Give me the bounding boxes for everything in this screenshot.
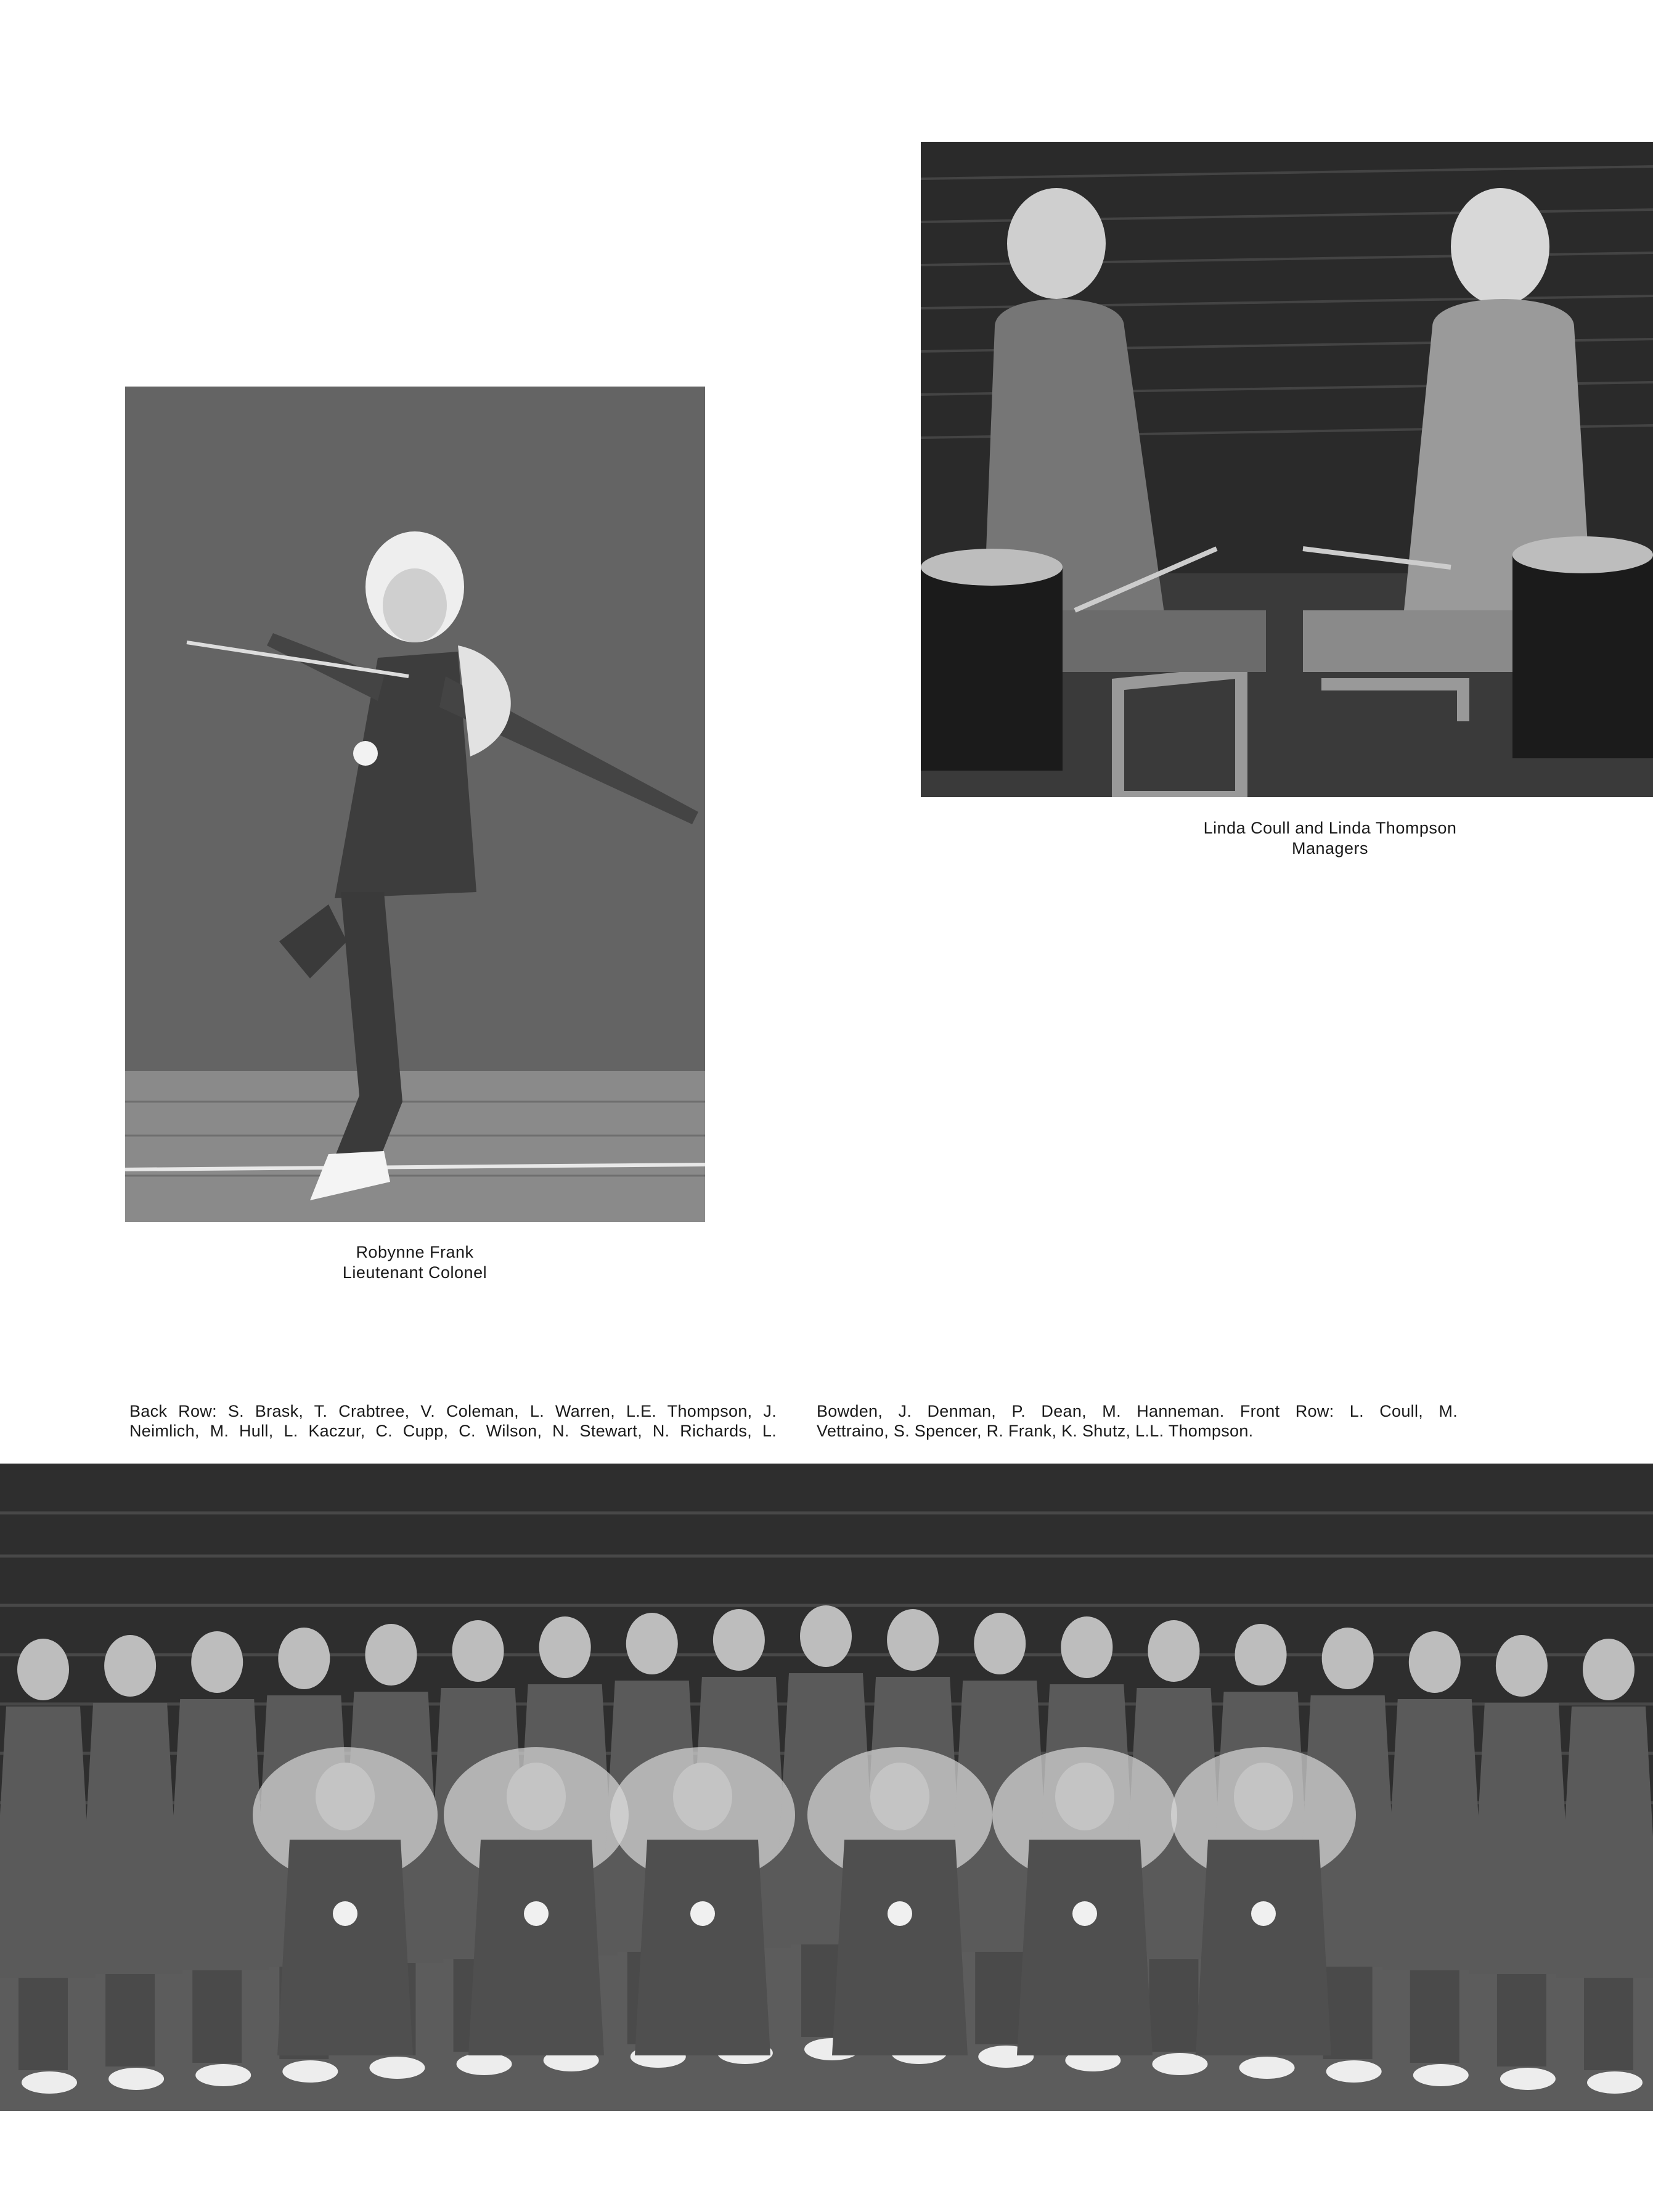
- roster-line: Back Row: S. Brask, T. Crabtree, V. Coleman, L. Warren, L.E. Thompson, J.: [129, 1402, 777, 1420]
- twirler-name: Robynne Frank: [356, 1243, 474, 1261]
- group-roster-left: [129, 1401, 777, 1441]
- managers-caption: [1090, 818, 1570, 859]
- roster-line: Bowden, J. Denman, P. Dean, M. Hanneman. Front Row: L. Coull, M.: [817, 1402, 1458, 1420]
- managers-title: Managers: [1291, 839, 1369, 858]
- managers-photo: [921, 142, 1653, 797]
- group-photo: [0, 1464, 1653, 2111]
- twirler-caption: [230, 1242, 600, 1283]
- twirler-title: Lieutenant Colonel: [342, 1263, 488, 1282]
- group-roster-right: [817, 1401, 1458, 1441]
- roster-line: Neimlich, M. Hull, L. Kaczur, C. Cupp, C. Wilson, N. Stewart, N. Richards, L.: [129, 1422, 777, 1440]
- twirler-photo: [125, 387, 705, 1222]
- roster-line: Vettraino, S. Spencer, R. Frank, K. Shutz, L.L. Thompson.: [817, 1422, 1254, 1440]
- managers-names: Linda Coull and Linda Thompson: [1203, 819, 1457, 837]
